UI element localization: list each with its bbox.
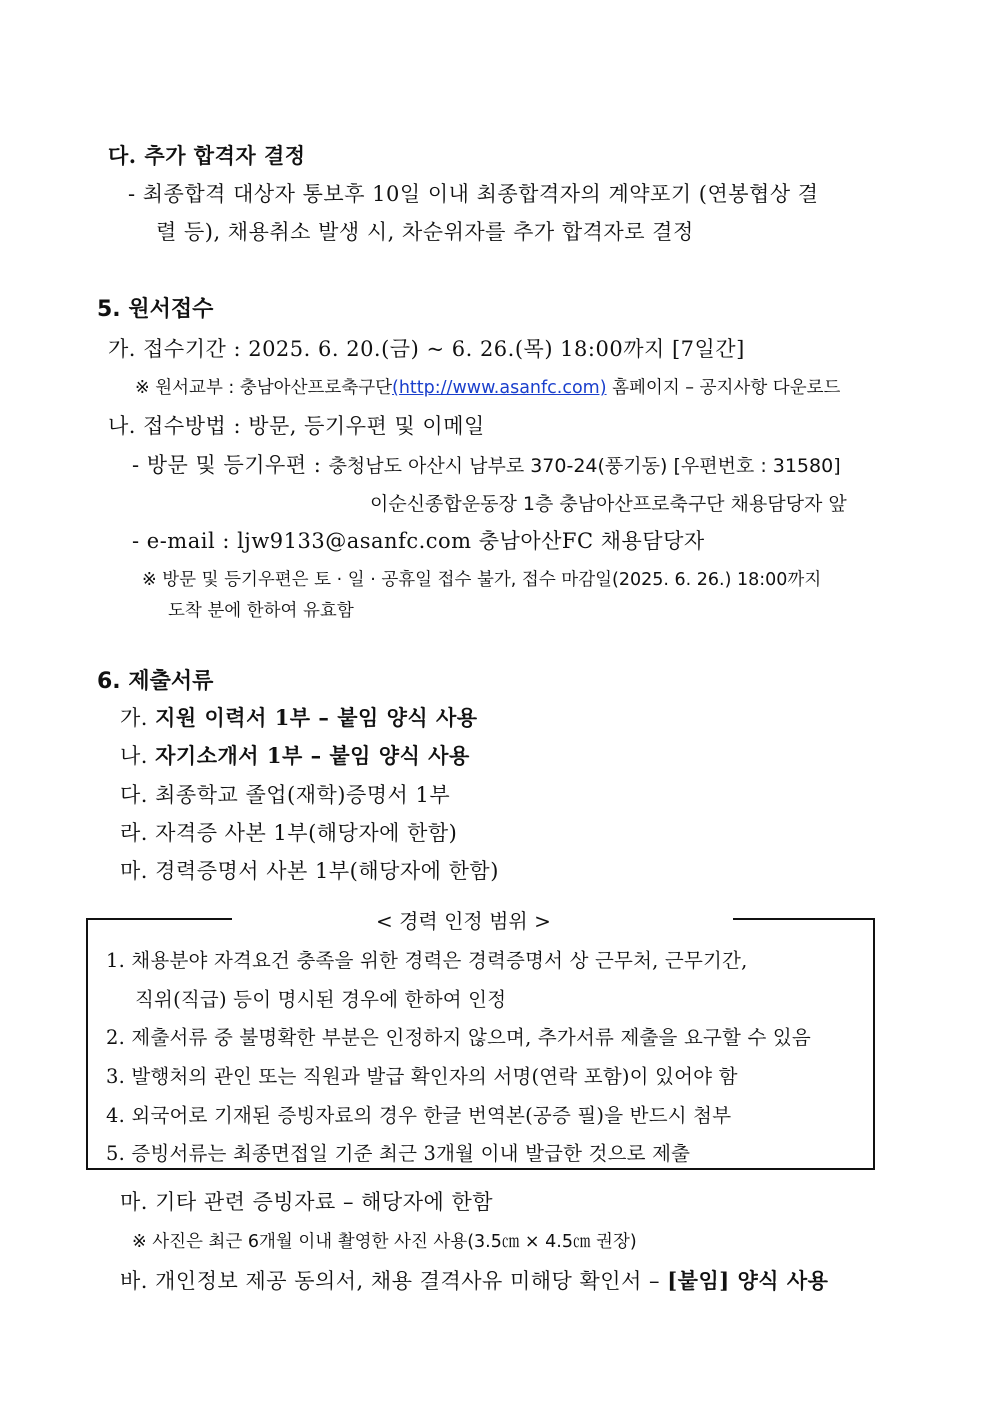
form-distribution-note xyxy=(135,374,840,399)
section-heading-documents: 6. 제출서류 xyxy=(97,669,214,694)
career-box-top-border-left xyxy=(86,918,232,920)
career-box-line-3: 3. 발행처의 관인 또는 직원과 발급 확인자의 서명(연락 포함)이 있어야 함 xyxy=(106,1065,738,1088)
application-period: 가. 접수기간 : 2025. 6. 20.(금) ~ 6. 26.(목) 18:00까지 [7일간] xyxy=(108,337,745,361)
document-item-license: 라. 자격증 사본 1부(해당자에 한함) xyxy=(120,821,458,845)
application-method: 나. 접수방법 : 방문, 등기우편 및 이메일 xyxy=(108,414,485,438)
email-contact: - e-mail : ljw9133@asanfc.com 충남아산FC 채용담당자 xyxy=(132,529,705,553)
visit-mail-label: - 방문 및 등기우편 : xyxy=(132,453,329,477)
document-item-prefix: 나. xyxy=(120,744,156,768)
mail-deadline-note-line-2: 도착 분에 한하여 유효함 xyxy=(168,601,354,621)
document-item-text: 지원 이력서 1부 – 붙임 양식 사용 xyxy=(155,705,478,730)
photo-note: ※ 사진은 최근 6개월 이내 촬영한 사진 사용(3.5㎝ × 4.5㎝ 권장) xyxy=(132,1232,637,1252)
consent-text: 바. 개인정보 제공 동의서, 채용 결격사유 미해당 확인서 – xyxy=(120,1269,668,1293)
career-box-top-border-right xyxy=(733,918,875,920)
asanfc-website-link[interactable]: (http://www.asanfc.com) xyxy=(392,378,607,398)
document-item-graduation: 다. 최종학교 졸업(재학)증명서 1부 xyxy=(120,783,451,807)
form-distribution-note-suffix: 홈페이지 – 공지사항 다운로드 xyxy=(606,378,841,398)
consent-form-note: [붙임] 양식 사용 xyxy=(667,1268,829,1293)
additional-pass-line-2: 렬 등), 채용취소 발생 시, 차순위자를 추가 합격자로 결정 xyxy=(156,220,694,244)
document-item-self-intro xyxy=(120,740,470,770)
career-box-line-4: 4. 외국어로 기재된 증빙자료의 경우 한글 번역본(공증 필)을 반드시 첨부 xyxy=(106,1104,732,1127)
visit-mail-line xyxy=(132,449,841,479)
document-item-prefix: 가. xyxy=(120,706,156,730)
document-item-text: 자기소개서 1부 – 붙임 양식 사용 xyxy=(155,743,470,768)
career-box-title: < 경력 인정 범위 > xyxy=(376,909,551,933)
visit-mail-address-2: 이순신종합운동장 1층 충남아산프로축구단 채용담당자 앞 xyxy=(370,493,847,515)
document-item-resume xyxy=(120,702,478,732)
additional-pass-line-1: - 최종합격 대상자 통보후 10일 이내 최종합격자의 계약포기 (연봉협상 결 xyxy=(128,182,819,206)
form-distribution-note-prefix: ※ 원서교부 : 충남아산프로축구단 xyxy=(135,378,393,398)
career-box-line-1-cont: 직위(직급) 등이 명시된 경우에 한하여 인정 xyxy=(135,988,507,1011)
mail-deadline-note-line-1: ※ 방문 및 등기우편은 토 · 일 · 공휴일 접수 불가, 접수 마감일(2025. 6. 26.) 18:00까지 xyxy=(142,570,822,590)
career-box-line-1: 1. 채용분야 자격요건 충족을 위한 경력은 경력증명서 상 근무처, 근무기간, xyxy=(106,949,748,972)
section-heading-application: 5. 원서접수 xyxy=(97,297,214,322)
document-item-career-cert: 마. 경력증명서 사본 1부(해당자에 한함) xyxy=(120,859,499,883)
career-box-line-5: 5. 증빙서류는 최종면접일 기준 최근 3개월 이내 발급한 것으로 제출 xyxy=(106,1142,691,1165)
document-item-consent xyxy=(120,1265,828,1295)
document-item-other-evidence: 마. 기타 관련 증빙자료 – 해당자에 한함 xyxy=(120,1190,494,1214)
visit-mail-address-1: 충청남도 아산시 남부로 370-24(풍기동) [우편번호 : 31580] xyxy=(328,455,841,477)
subsection-title-additional-pass: 다. 추가 합격자 결정 xyxy=(108,143,306,168)
career-box-line-2: 2. 제출서류 중 불명확한 부분은 인정하지 않으며, 추가서류 제출을 요구할 수 있음 xyxy=(106,1026,811,1049)
